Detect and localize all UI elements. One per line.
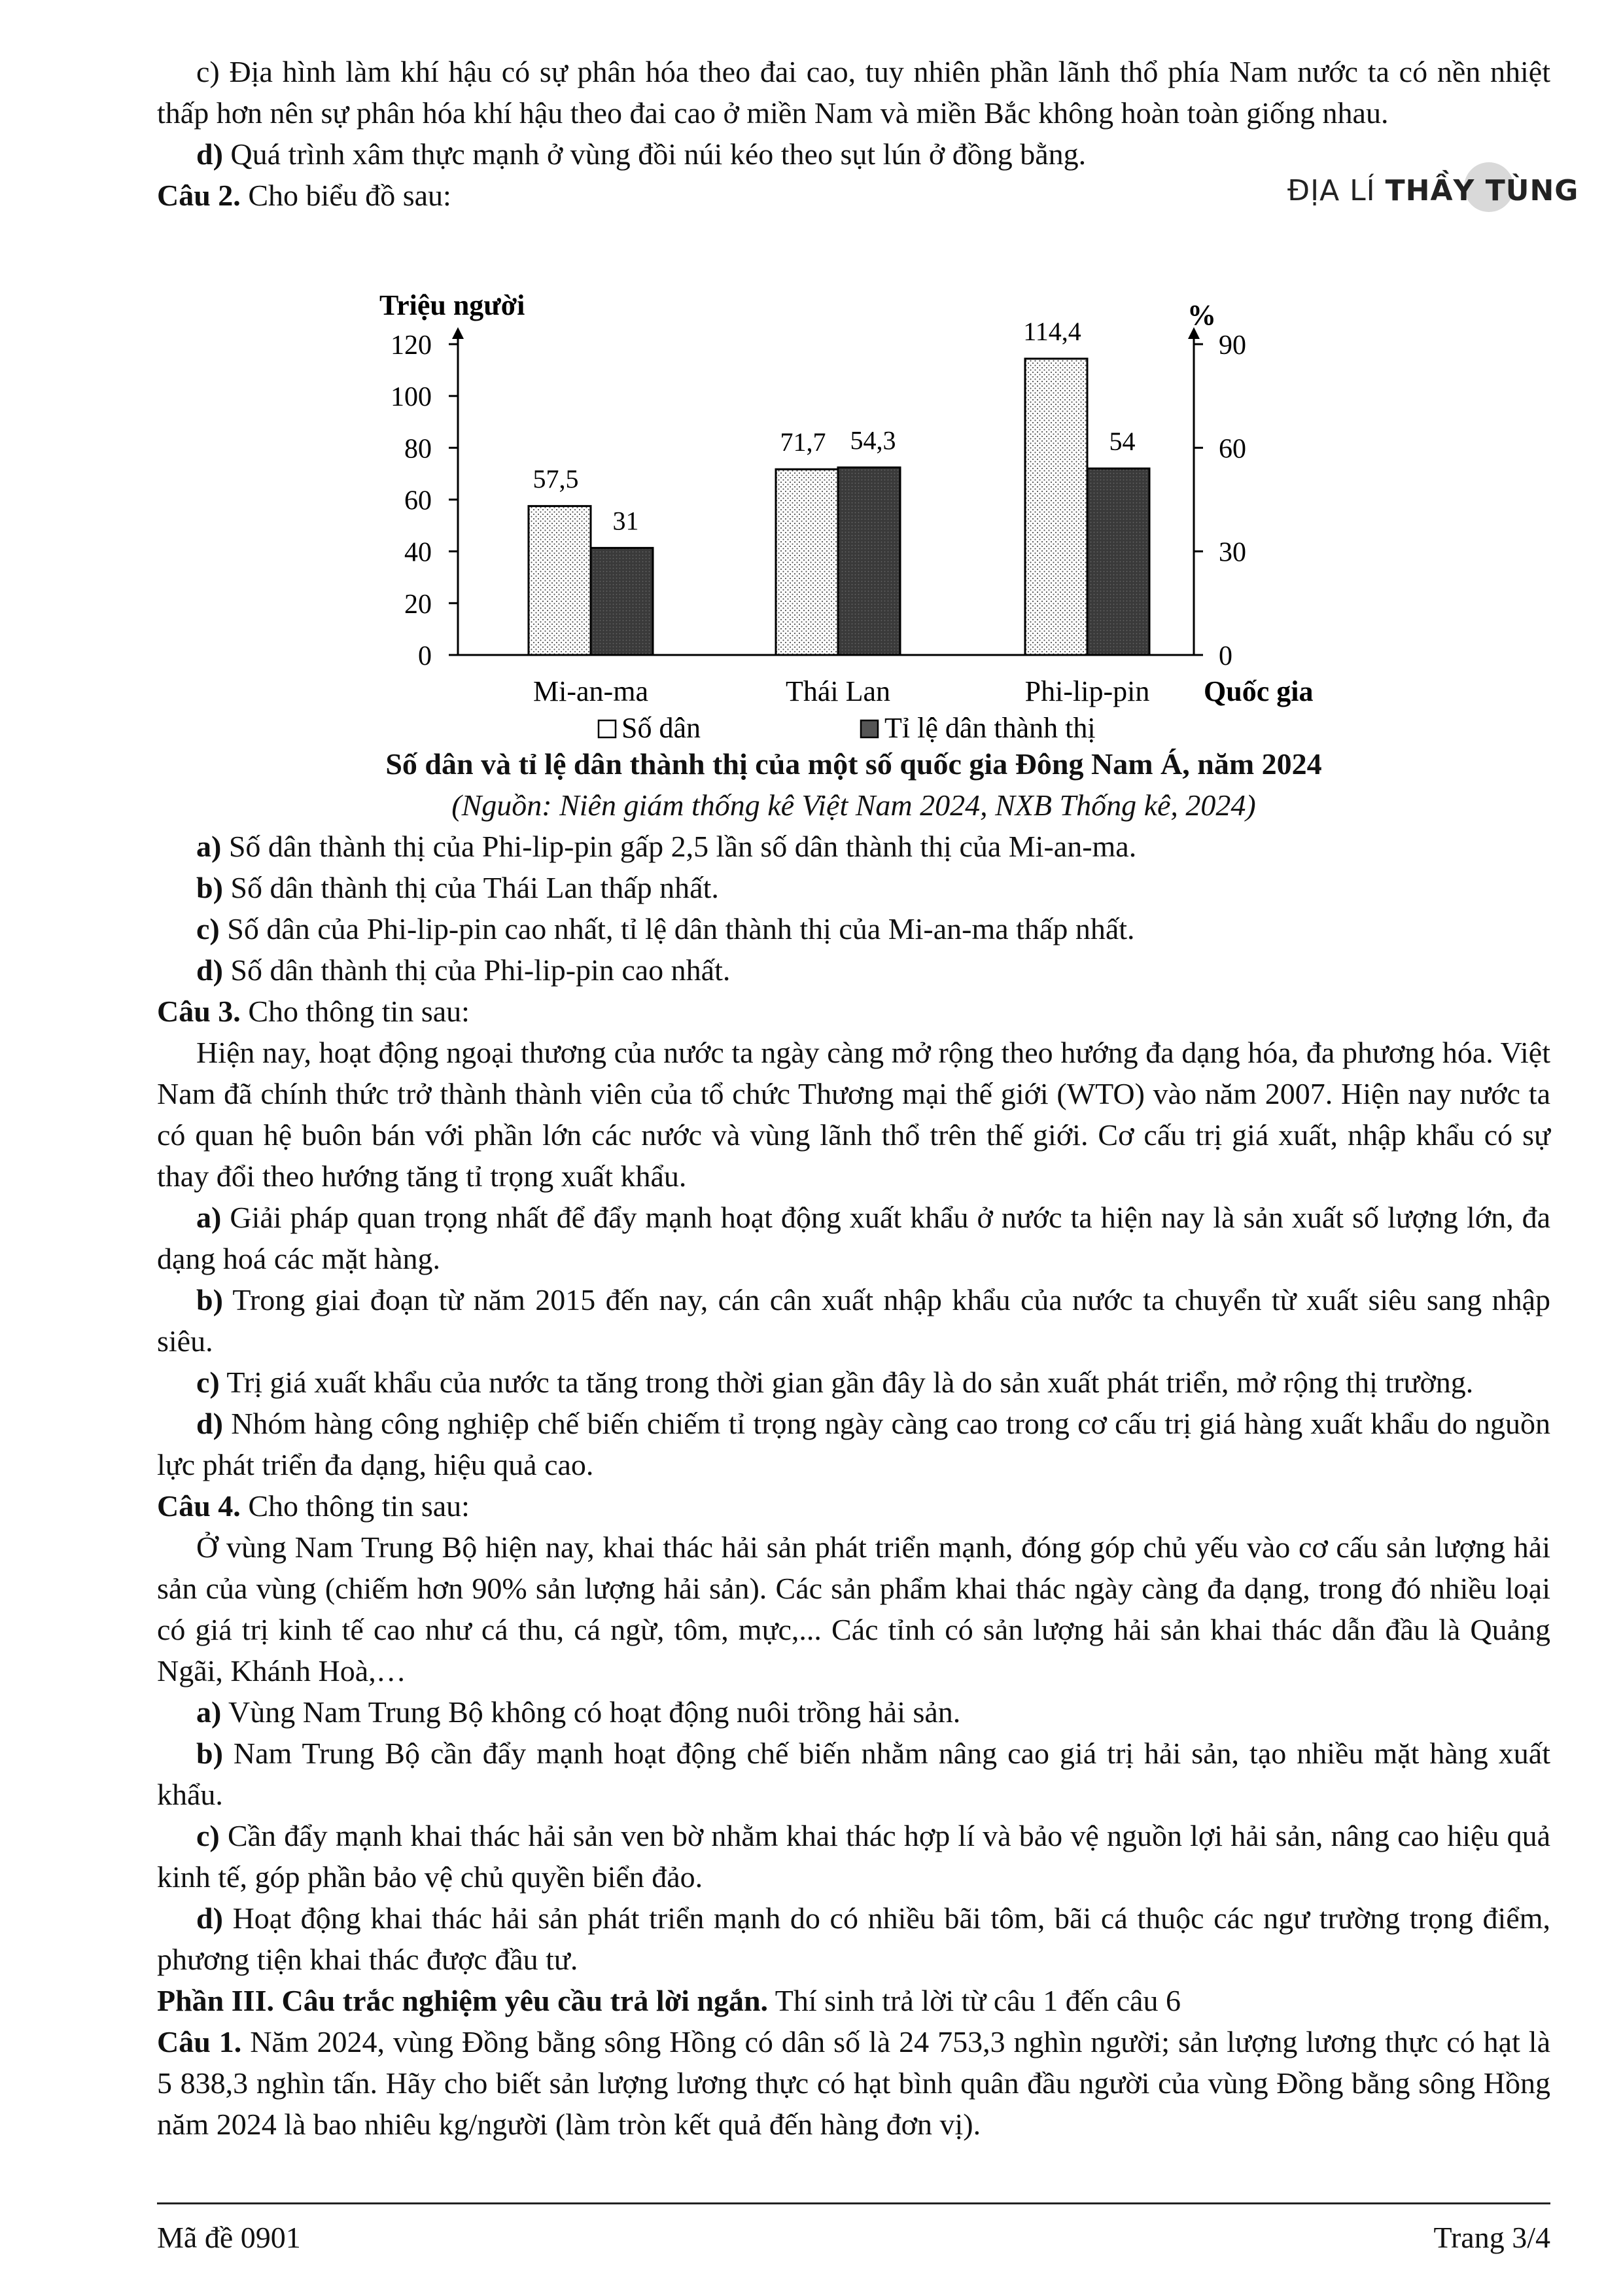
left-tick-label: 60 [404, 486, 432, 516]
page-content [157, 51, 1550, 2145]
option-label: c) [196, 1819, 220, 1852]
question-label: Câu 4. [157, 1489, 241, 1523]
option-text: Số dân thành thị của Thái Lan thấp nhất. [230, 871, 719, 904]
legend-label: Số dân [621, 712, 701, 743]
right-axis-title: % [1187, 299, 1216, 331]
category-label: Thái Lan [785, 675, 891, 707]
data-label: 54 [1109, 427, 1136, 456]
logo-text-part1: ĐỊA LÍ [1287, 174, 1376, 207]
option-label: d) [196, 1407, 223, 1440]
q3-option-b [157, 1279, 1550, 1362]
option-label: a) [196, 1201, 222, 1234]
category-label: Phi-lip-pin [1024, 675, 1150, 707]
left-tick-label: 0 [418, 641, 432, 671]
option-text: Trị giá xuất khẩu của nước ta tăng trong thời gian gần đây là do sản xuất phát triển, mở rộng thị trường. [226, 1366, 1474, 1399]
option-label: c) [196, 1366, 220, 1399]
q2-option-c [157, 908, 1550, 949]
part-heading: Phần III. Câu trắc nghiệm yêu cầu trả lời ngắn. [157, 1984, 769, 2017]
left-tick-label: 20 [404, 589, 432, 620]
option-text: Nam Trung Bộ cần đẩy mạnh hoạt động chế biến nhằm nâng cao giá trị hải sản, tạo nhiều mặt hàng xuất khẩu. [157, 1737, 1550, 1811]
x-axis-title: Quốc gia [1204, 675, 1314, 707]
option-label: d) [196, 953, 223, 987]
question-2-stem [157, 175, 1550, 216]
question-text: Năm 2024, vùng Đồng bằng sông Hồng có dân số là 24 753,3 nghìn người; sản lượng lương thực có hạt là 5 838,3 nghìn tấn. Hãy cho biết sản lượng lương thực có hạt bình quân đầu người của vùng Đồng bằng sông Hồng năm 2024 là bao nhiêu kg/người (làm tròn kết quả đến hàng đơn vị). [157, 2025, 1550, 2141]
option-text: Hoạt động khai thác hải sản phát triển mạnh do có nhiều bãi tôm, bãi cá thuộc các ngư trường trọng điểm, phương tiện khai thác được đầu tư. [157, 1901, 1550, 1976]
left-tick-label: 120 [391, 330, 432, 361]
question-stem: Cho thông tin sau: [248, 995, 470, 1028]
prev-option-c [157, 51, 1550, 133]
chart-container [157, 220, 1550, 743]
right-tick-label: 30 [1219, 537, 1246, 568]
data-label: 71,7 [780, 427, 826, 457]
question-label: Câu 3. [157, 995, 241, 1028]
option-label: a) [196, 1695, 222, 1729]
option-label: d) [196, 137, 223, 171]
question-stem: Cho biểu đồ sau: [248, 179, 451, 212]
bar-population [1025, 359, 1087, 655]
q2-option-b [157, 867, 1550, 908]
option-label: b) [196, 1283, 223, 1316]
option-text: Số dân của Phi-lip-pin cao nhất, tỉ lệ dân thành thị của Mi-an-ma thấp nhất. [227, 912, 1135, 945]
q3-option-a [157, 1197, 1550, 1279]
part-3-question-1 [157, 2021, 1550, 2145]
chart-source: (Nguồn: Niên giám thống kê Việt Nam 2024, NXB Thống kê, 2024) [451, 788, 1256, 822]
bar-urban-rate [1087, 468, 1149, 655]
question-3-passage: Hiện nay, hoạt động ngoại thương của nước ta ngày càng mở rộng theo hướng đa dạng hóa, đa phương hóa. Việt Nam đã chính thức trở thành thành viên của tổ chức Thương mại thế giới (WTO) vào năm 2007. Hiện nay nước ta có quan hệ buôn bán với phần lớn các nước và vùng lãnh thổ trên thế giới. Cơ cấu trị giá xuất, nhập khẩu có sự thay đổi theo hướng tăng tỉ trọng xuất khẩu. [157, 1036, 1550, 1193]
option-label: b) [196, 871, 223, 904]
right-tick-label: 90 [1219, 330, 1246, 361]
bar-urban-rate [838, 467, 900, 655]
option-text: Số dân thành thị của Phi-lip-pin gấp 2,5 lần số dân thành thị của Mi-an-ma. [228, 830, 1137, 863]
data-label: 54,3 [850, 425, 896, 455]
prev-option-d [157, 133, 1550, 175]
option-label: a) [196, 830, 222, 863]
q4-option-c [157, 1815, 1550, 1898]
option-text: Nhóm hàng công nghiệp chế biến chiếm tỉ trọng ngày càng cao trong cơ cấu trị giá hàng xuất khẩu do nguồn lực phát triển đa dạng, hiệu quả cao. [157, 1407, 1551, 1481]
part-instruction: Thí sinh trả lời từ câu 1 đến câu 6 [775, 1984, 1181, 2017]
option-text: Giải pháp quan trọng nhất để đẩy mạnh hoạt động xuất khẩu ở nước ta hiện nay là sản xuất số lượng lớn, đa dạng hoá các mặt hàng. [157, 1201, 1551, 1275]
q3-option-d [157, 1403, 1550, 1485]
exam-code: Mã đề 0901 [157, 2221, 301, 2254]
chart-title: Số dân và tỉ lệ dân thành thị của một số quốc gia Đông Nam Á, năm 2024 [385, 747, 1322, 781]
population-chart [157, 220, 1550, 743]
q3-option-c [157, 1362, 1550, 1403]
part-3-heading [157, 1980, 1550, 2021]
question-4-stem [157, 1485, 1550, 1527]
bar-population [529, 506, 591, 655]
question-label: Câu 1. [157, 2025, 242, 2058]
data-label: 57,5 [532, 464, 579, 494]
q2-option-a [157, 826, 1550, 867]
option-text: Trong giai đoạn từ năm 2015 đến nay, cán cân xuất nhập khẩu của nước ta chuyển từ xuất siêu sang nhập siêu. [157, 1283, 1550, 1358]
q4-option-a [157, 1691, 1550, 1733]
left-tick-label: 80 [404, 434, 432, 465]
left-tick-label: 40 [404, 537, 432, 568]
legend-swatch-population [599, 720, 616, 737]
question-3-stem [157, 991, 1550, 1032]
option-text: Số dân thành thị của Phi-lip-pin cao nhất. [230, 953, 731, 987]
q4-option-b [157, 1733, 1550, 1815]
bar-urban-rate [591, 548, 653, 655]
left-axis-title: Triệu người [379, 289, 525, 321]
legend-label: Tỉ lệ dân thành thị [884, 712, 1096, 743]
question-label: Câu 2. [157, 179, 241, 212]
left-axis-arrow-icon [452, 327, 464, 339]
logo-text-part2: THẦY TÙNG [1385, 174, 1579, 207]
option-text: Cần đẩy mạnh khai thác hải sản ven bờ nhằm khai thác hợp lí và bảo vệ nguồn lợi hải sản, nâng cao hiệu quả kinh tế, góp phần bảo vệ chủ quyền biển đảo. [157, 1819, 1550, 1894]
page-footer [157, 2202, 1550, 2254]
option-label: c) [196, 912, 220, 945]
right-tick-label: 0 [1219, 641, 1232, 671]
right-tick-label: 60 [1219, 434, 1246, 465]
legend-swatch-urban-rate [861, 720, 878, 737]
question-stem: Cho thông tin sau: [248, 1489, 470, 1523]
data-label: 31 [612, 506, 639, 536]
q2-option-d [157, 949, 1550, 991]
left-tick-label: 100 [391, 382, 432, 413]
option-text: Vùng Nam Trung Bộ không có hoạt động nuôi trồng hải sản. [228, 1695, 961, 1729]
option-label: d) [196, 1901, 223, 1935]
bar-population [776, 469, 838, 655]
option-text: Quá trình xâm thực mạnh ở vùng đồi núi kéo theo sụt lún ở đồng bằng. [230, 137, 1087, 171]
option-text: Địa hình làm khí hậu có sự phân hóa theo đai cao, tuy nhiên phần lãnh thổ phía Nam nước ta có nền nhiệt thấp hơn nên sự phân hóa khí hậu theo đai cao ở miền Nam và miền Bắc không hoàn toàn giống nhau. [157, 55, 1551, 130]
option-label: b) [196, 1737, 223, 1770]
category-label: Mi-an-ma [533, 675, 648, 707]
page-number: Trang 3/4 [1433, 2221, 1550, 2254]
q4-option-d [157, 1898, 1550, 1980]
question-4-passage: Ở vùng Nam Trung Bộ hiện nay, khai thác hải sản phát triển mạnh, đóng góp chủ yếu vào cơ cấu sản lượng hải sản của vùng (chiếm hơn 90% sản lượng hải sản). Các sản phẩm khai thác ngày càng đa dạng, trong đó nhiều loại có giá trị kinh tế cao như cá thu, cá ngừ, tôm, mực,... Các tỉnh có sản lượng hải sản khai thác dẫn đầu là Quảng Ngãi, Khánh Hoà,… [157, 1530, 1550, 1687]
option-label: c) [196, 55, 220, 88]
data-label: 114,4 [1023, 317, 1081, 347]
